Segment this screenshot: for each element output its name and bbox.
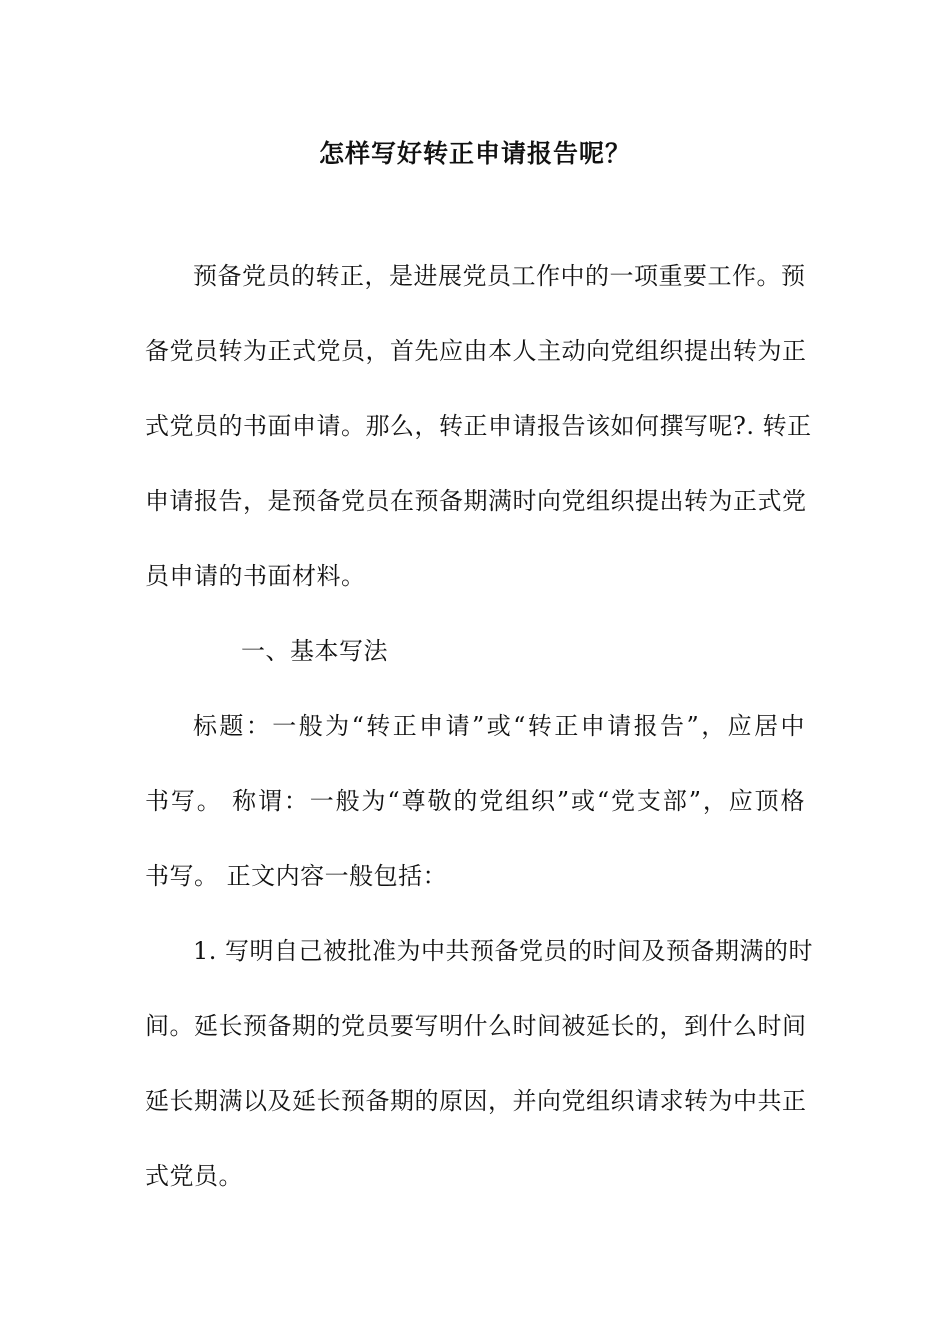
paragraph-line: 申请报告，是预备党员在预备期满时向党组织提出转为正式党 — [145, 487, 807, 515]
paragraph-line: 员申请的书面材料。 — [145, 562, 366, 590]
document-title: 怎样写好转正申请报告呢？ — [318, 139, 631, 168]
list-item-line: 式党员。 — [145, 1162, 243, 1190]
section-heading: 一、基本写法 — [241, 637, 388, 665]
paragraph-line: 预备党员的转正，是进展党员工作中的一项重要工作。预 — [193, 262, 806, 290]
list-item-line: 延长期满以及延长预备期的原因，并向党组织请求转为中共正 — [145, 1087, 807, 1115]
paragraph-line: 书写。 称谓：一般为“尊敬的党组织”或“党支部”，应顶格 — [145, 787, 805, 815]
list-item-line: 1. 写明自己被批准为中共预备党员的时间及预备期满的时 — [193, 937, 814, 965]
list-item-line: 间。延长预备期的党员要写明什么时间被延长的，到什么时间 — [145, 1012, 807, 1040]
paragraph-line: 式党员的书面申请。那么，转正申请报告该如何撰写呢?. 转正 — [145, 412, 812, 440]
paragraph-line: 备党员转为正式党员，首先应由本人主动向党组织提出转为正 — [145, 337, 807, 365]
paragraph-line: 标题：一般为“转正申请”或“转正申请报告”，应居中 — [193, 712, 805, 740]
paragraph-line: 书写。 正文内容一般包括： — [145, 862, 448, 890]
